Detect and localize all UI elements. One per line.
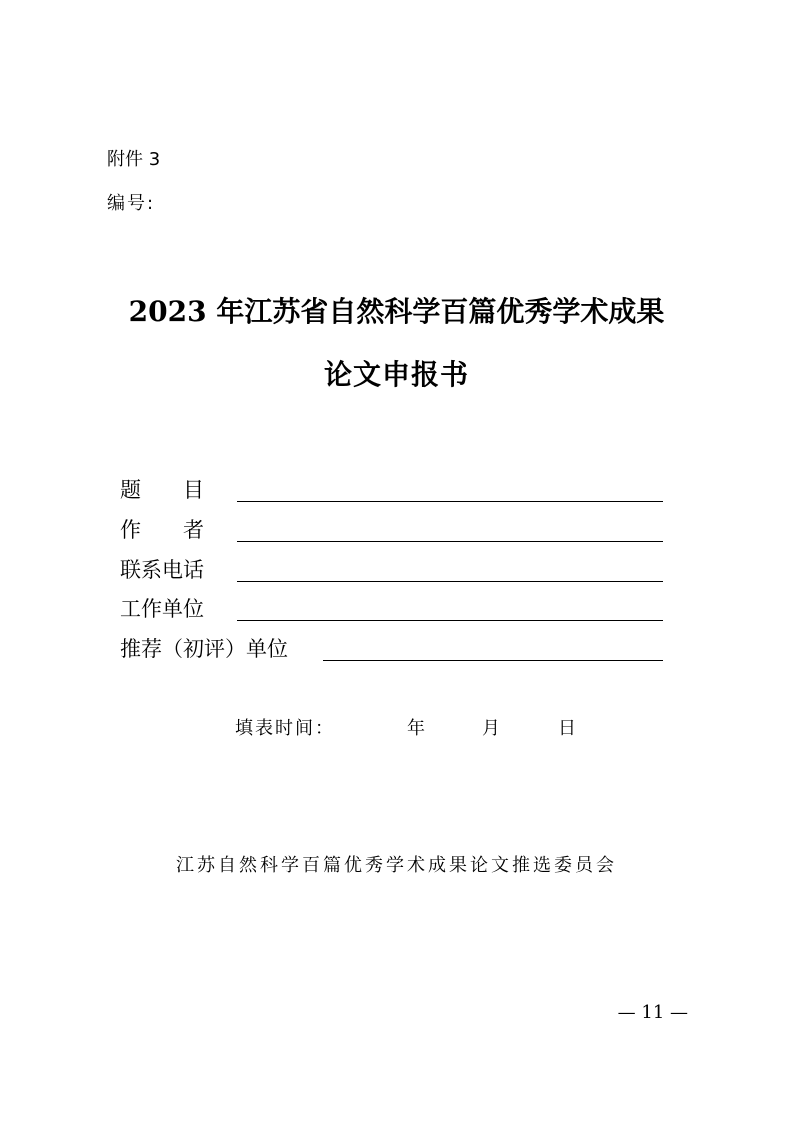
fill-date-day: 日 bbox=[558, 718, 578, 739]
form-row-recommending-unit bbox=[120, 636, 663, 662]
fill-date-month: 月 bbox=[482, 718, 502, 739]
form-label-recommending-unit: 推荐（初评）单位 bbox=[120, 637, 288, 661]
number-label: 编号: bbox=[107, 193, 156, 214]
form-blank-work-unit bbox=[237, 620, 663, 621]
form-row-phone bbox=[120, 557, 663, 583]
form-label-phone: 联系电话 bbox=[120, 558, 204, 582]
form-row-work-unit bbox=[120, 596, 663, 622]
form-row-author bbox=[120, 517, 663, 543]
page-number: — 11 — bbox=[617, 1002, 688, 1023]
form-blank-recommending-unit bbox=[323, 660, 663, 661]
form-label-author: 作 者 bbox=[120, 518, 204, 542]
attachment-label: 附件 3 bbox=[107, 149, 161, 170]
form-blank-author bbox=[237, 541, 663, 542]
form-row-title bbox=[120, 477, 663, 503]
form-blank-title bbox=[237, 501, 663, 502]
form-label-work-unit: 工作单位 bbox=[120, 597, 204, 621]
form-blank-phone bbox=[237, 581, 663, 582]
committee-name: 江苏自然科学百篇优秀学术成果论文推选委员会 bbox=[176, 855, 617, 876]
form-label-title: 题 目 bbox=[120, 478, 204, 502]
fill-date-year: 年 bbox=[407, 718, 427, 739]
document-title-line-1: 2023 年江苏省自然科学百篇优秀学术成果 bbox=[128, 295, 665, 328]
document-title-line-2: 论文申报书 bbox=[323, 358, 469, 391]
fill-date-label: 填表时间： bbox=[235, 718, 335, 739]
